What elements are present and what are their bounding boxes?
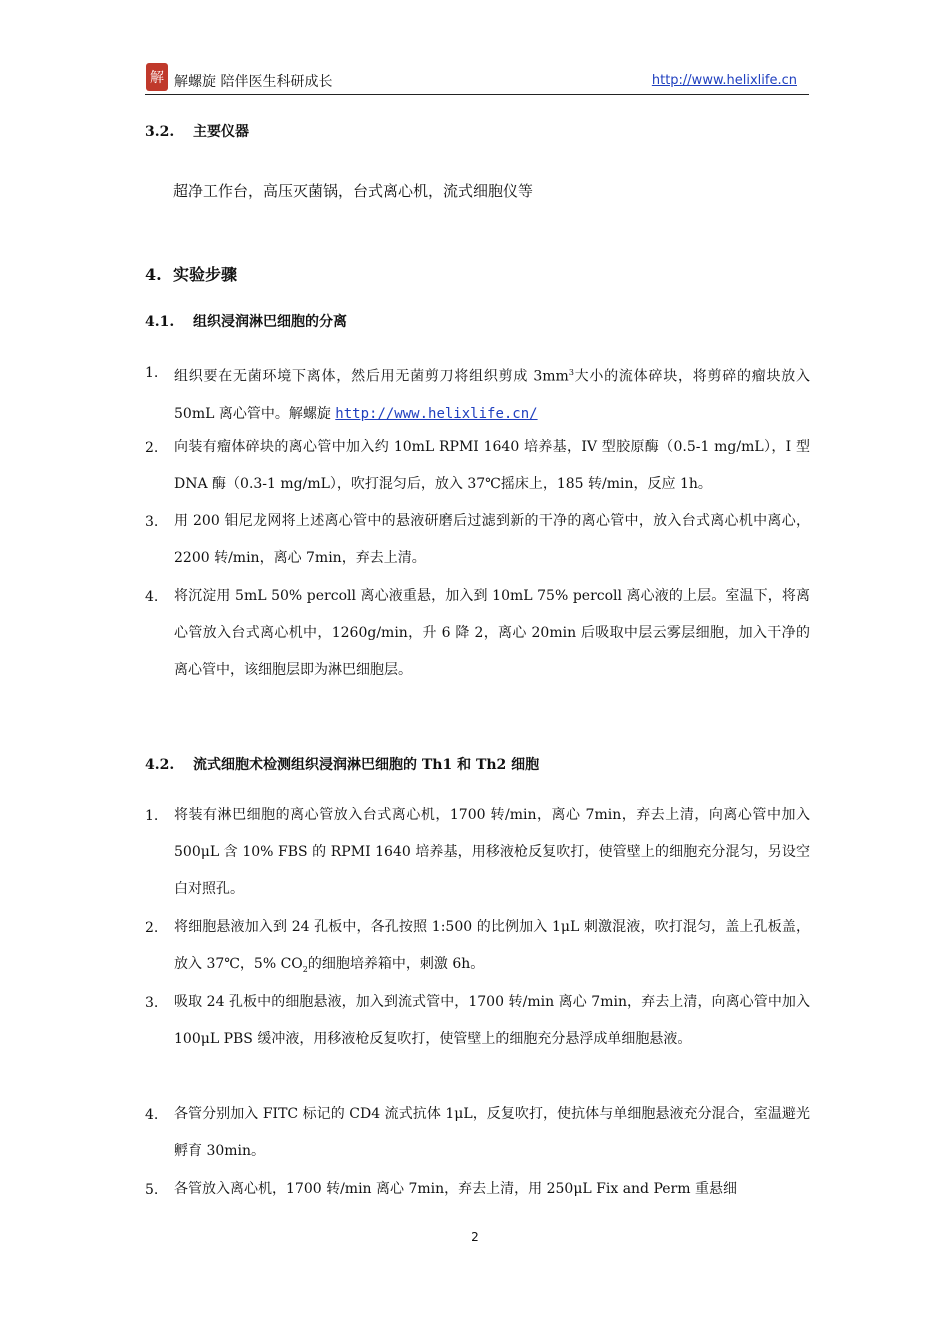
- list-item: 1. 将装有淋巴细胞的离心管放入台式离心机，1700 转/min，离心 7min，弃去上清，向离心管中加入 500μL 含 10% FBS 的 RPMI 1640 培养基，用移液枪反复吹打，使管壁上的细胞充分混匀，另设空白对照孔。: [145, 807, 810, 897]
- list-item: 2. 将细胞悬液加入到 24 孔板中，各孔按照 1:500 的比例加入 1μL 刺激混液，吹打混匀，盖上孔板盖，放入 37℃，5% $CO_2$的细胞培养箱中，刺激 6h。: [145, 919, 810, 974]
- section-4-heading: 4. 实验步骤: [145, 265, 238, 284]
- section-4-2-heading: 4.2. 流式细胞术检测组织浸润淋巴细胞的 Th1 和 Th2 细胞: [145, 757, 540, 773]
- list-item: 4. 将沉淀用 5mL 50% percoll 离心液重悬，加入到 10mL 75% percoll 离心液的上层。室温下，将离心管放入台式离心机中，1260g/min，升 6 降 2，离心 20min 后吸取中层云雾层细胞，加入干净的离心管中，该细胞层即为淋巴细胞层。: [145, 588, 810, 678]
- section-3-2-heading: 3.2. 主要仪器: [145, 124, 249, 140]
- instruments-list: 超净工作台，高压灭菌锅，台式离心机，流式细胞仪等: [173, 182, 534, 200]
- page-number: 2: [471, 1230, 479, 1244]
- list-item: 1. 组织要在无菌环境下离体，然后用无菌剪刀将组织剪成 $3mm^3$大小的流体碎块，将剪碎的瘤块放入 50mL 离心管中。解螺旋 http://www.helixlife.cn/: [145, 365, 810, 422]
- list-item: 3. 用 200 钼尼龙网将上述离心管中的悬液研磨后过滤到新的干净的离心管中，放入台式离心机中离心，2200 转/min，离心 7min，弃去上清。: [145, 513, 810, 566]
- brand-slogan: 解螺旋 陪伴医生科研成长: [174, 74, 333, 90]
- section-4-1-heading: 4.1. 组织浸润淋巴细胞的分离: [145, 314, 347, 330]
- page-header: [145, 60, 809, 95]
- list-item: 3. 吸取 24 孔板中的细胞悬液，加入到流式管中，1700 转/min 离心 7min，弃去上清，向离心管中加入 100μL PBS 缓冲液，用移液枪反复吹打，使管壁上的细胞充分悬浮成单细胞悬液。: [145, 994, 810, 1047]
- helixlife-logo-icon: [145, 62, 169, 92]
- svg-text:解: 解: [150, 70, 164, 86]
- list-item: 5. 各管放入离心机，1700 转/min 离心 7min，弃去上清，用 250μL Fix and Perm 重悬细: [145, 1181, 737, 1198]
- helixlife-link[interactable]: http://www.helixlife.cn/: [335, 405, 538, 422]
- header-url-link[interactable]: http://www.helixlife.cn: [651, 73, 797, 88]
- list-item: 4. 各管分别加入 FITC 标记的 CD4 流式抗体 1μL，反复吹打，使抗体与单细胞悬液充分混合，室温避光孵育 30min。: [145, 1106, 810, 1159]
- list-item: 2. 向装有瘤体碎块的离心管中加入约 10mL RPMI 1640 培养基，IV 型胶原酶（0.5-1 mg/mL），I 型 DNA 酶（0.3-1 mg/mL），吹打混匀后，放入 37℃摇床上，185 转/min，反应 1h。: [145, 439, 810, 492]
